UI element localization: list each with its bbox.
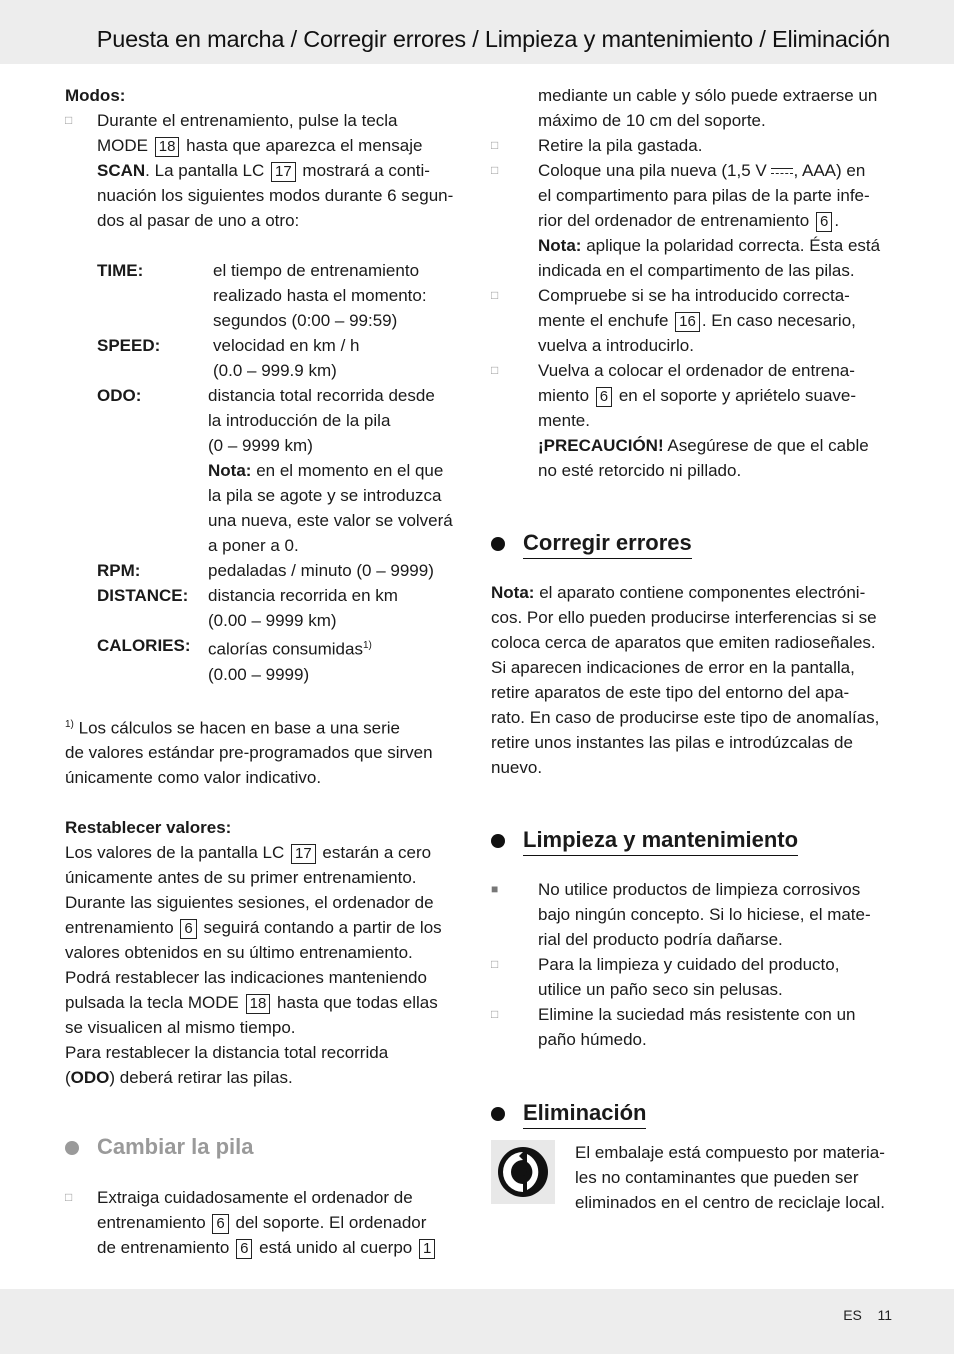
checkbox-bullet-icon: □ [65,113,73,127]
bullet-dot-icon [65,1141,79,1155]
battery-step-remove: □ Retire la pila gastada. [491,133,893,158]
mode-speed: SPEED: velocidad en km / h (0.0 – 999.9 km) [97,336,360,380]
limpieza-warning: ■ No utilice productos de limpieza corrosivos bajo ningún concepto. Si lo hiciese, el mate- rial del producto podría dañarse. [491,877,893,952]
page-header [0,0,954,64]
checkbox-bullet-icon: □ [491,363,499,377]
ref-number: 6 [236,1239,252,1259]
modos-heading: Modos: [65,86,126,105]
mode-odo: ODO: distancia total recorrida desde la introducción de la pila (0 – 9999 km) Nota: en el momento en el que la pila se agote y se introduzca una nueva, este valor se volverá a poner a 0. [97,386,453,555]
bullet-dot-icon [491,537,505,551]
left-column [65,83,465,1260]
ref-number: 6 [596,387,612,407]
cambiar-pila-heading: Cambiar la pila [65,1132,465,1162]
ref-number: 6 [212,1214,228,1234]
modes-list [65,258,465,687]
square-bullet-icon: ■ [491,882,499,896]
mode-calories: CALORIES: calorías consumidas$^{1)}$ (0.00 – 9999) [97,636,372,684]
ref-number: 18 [246,994,271,1014]
footnote: $^{1)}$ Los cálculos se hacen en base a una serie de valores estándar pre-programados que sirven únicamente como valor indicativo. [65,718,433,788]
page-footer [0,1289,954,1354]
battery-step-insert: □ Coloque una pila nueva (1,5 V , AAA) en el compartimento para pilas de la parte infe- rior del ordenador de entrenamiento 6 . Nota: aplique la polaridad correcta. Ésta está indicada en el compartimento de las pilas. [491,158,893,283]
corregir-errores-heading: Corregir errores [491,528,893,558]
ref-number: 6 [816,212,832,232]
checkbox-bullet-icon: □ [491,138,499,152]
right-column [491,83,893,1215]
checkbox-bullet-icon: □ [65,1190,73,1205]
checkbox-bullet-icon: □ [491,1007,499,1021]
ref-number: 17 [271,162,296,182]
continuation-text: mediante un cable y sólo puede extraerse un máximo de 10 cm del soporte. [538,86,878,130]
page-number: ES 11 [843,1307,892,1323]
modos-instruction: □ Durante el entrenamiento, pulse la tecla MODE 18 hasta que aparezca el mensaje SCAN. La pantalla LC 17 mostrará a conti- nuación los siguientes modos durante 6 segun- dos al pasar de uno a otro: [65,108,465,233]
cambiar-pila-instruction: □ Extraiga cuidadosamente el ordenador de entrenamiento 6 del soporte. El ordenador de entrenamiento 6 está unido al cuerpo 1 [65,1185,465,1260]
ref-number: 17 [291,844,316,864]
green-dot-recycling-icon [491,1140,555,1204]
eliminacion-block: El embalaje está compuesto por materia- les no contaminantes que pueden ser eliminados en el centro de reciclaje local. [491,1140,893,1215]
reset-section: Restablecer valores: Los valores de la pantalla LC 17 estarán a cero únicamente antes de su primer entrenamiento. Durante las siguientes sesiones, el ordenador de entrenamiento 6 seguirá contando a partir de los valores obtenidos en su último entrenamiento. Podrá restablecer las indicaciones manteniendo pulsada la tecla MODE 18 hasta que todas ellas se visualicen al mismo tiempo. Para restablecer la distancia total recorrida (ODO) deberá retirar las pilas. [65,818,442,1088]
eliminacion-heading: Eliminación [491,1098,893,1128]
battery-step-check: □ Compruebe si se ha introducido correcta- mente el enchufe 16 . En caso necesario, vuelva a introducirlo. [491,283,893,358]
bullet-dot-icon [491,1107,505,1121]
page-title: Puesta en marcha / Corregir errores / Limpieza y mantenimiento / Eliminación [96,26,890,52]
battery-step-replace: □ Vuelva a colocar el ordenador de entrena- miento 6 en el soporte y apriételo suave- mente. ¡PRECAUCIÓN! Asegúrese de que el cable no esté retorcido ni pillado. [491,358,893,483]
bullet-dot-icon [491,834,505,848]
ref-number: 1 [419,1239,435,1259]
ref-number: 6 [180,919,196,939]
mode-time: TIME: el tiempo de entrenamiento realizado hasta el momento: segundos (0:00 – 99:59) [97,261,427,330]
checkbox-bullet-icon: □ [491,163,499,177]
corregir-errores-text: Nota: el aparato contiene componentes electróni- cos. Por ello pueden producirse interferencias si se coloca cerca de aparatos que emiten radioseñales. Si aparecen indicaciones de error en la pantalla, retire aparatos de este tipo del entorno del apa- rato. En caso de producirse este tipo de anomalías, retire unos instantes las pilas e introdúzcalas de nuevo. [491,583,880,777]
dc-symbol-icon [771,167,793,177]
mode-distance: DISTANCE: distancia recorrida en km (0.00 – 9999 km) [97,586,398,630]
checkbox-bullet-icon: □ [491,288,499,302]
limpieza-step-wet: □ Elimine la suciedad más resistente con un paño húmedo. [491,1002,893,1052]
limpieza-heading: Limpieza y mantenimiento [491,825,893,855]
mode-rpm: RPM: pedaladas / minuto (0 – 9999) [97,561,434,580]
ref-number: 16 [675,312,700,332]
limpieza-step-dry: □ Para la limpieza y cuidado del producto, utilice un paño seco sin pelusas. [491,952,893,1002]
ref-number: 18 [155,137,180,157]
checkbox-bullet-icon: □ [491,957,499,971]
